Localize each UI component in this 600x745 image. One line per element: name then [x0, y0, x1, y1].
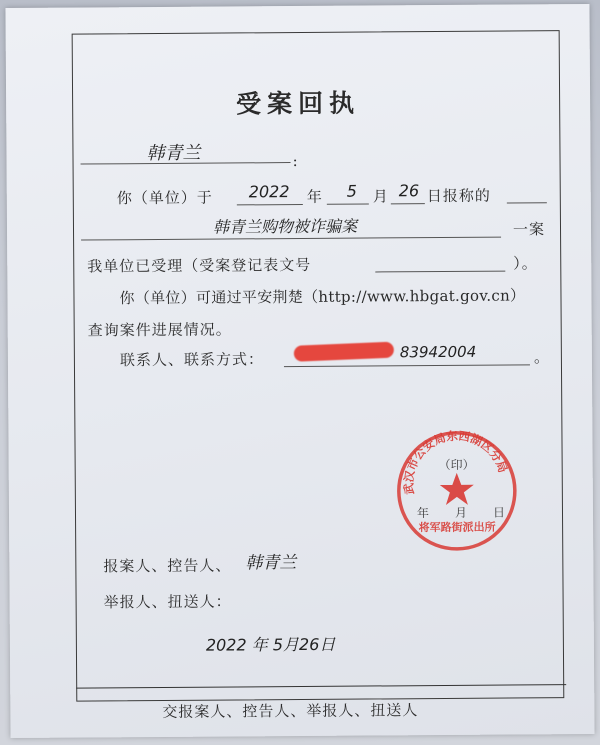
- document-title: 受案回执: [236, 88, 361, 119]
- month-unit: 月: [372, 187, 389, 206]
- seal-center: （印）: [438, 457, 475, 473]
- report-year: 2022: [248, 182, 290, 202]
- line3-text: 我单位已受理（受案登记表文号: [87, 255, 312, 276]
- footer-text: 交报案人、控告人、举报人、扭送人: [162, 701, 419, 721]
- seal-year: 年: [416, 506, 430, 521]
- sign-date: 2022 年 5月26日: [205, 634, 336, 655]
- line5-text: 查询案件进展情况。: [87, 320, 232, 340]
- line3-end: ）。: [513, 254, 538, 273]
- line4-text: 你（单位）可通过平安荆楚（http://www.hbgat.gov.cn）: [119, 286, 526, 308]
- seal-month: 月: [454, 505, 468, 520]
- recipient-colon: :: [292, 152, 299, 171]
- line1-suffix: 日报称的: [426, 186, 491, 206]
- contact-phone: 83942004: [399, 342, 477, 362]
- year-unit: 年: [306, 187, 323, 206]
- seal-day: 日: [492, 505, 506, 520]
- document-paper: [5, 4, 594, 738]
- seal-bottom-text: 将军路街派出所: [418, 520, 496, 535]
- reporter-label: 报案人、控告人、: [103, 556, 232, 576]
- case-suffix: 一案: [512, 220, 546, 239]
- seal-arc-text: 武汉市公安局东西湖区分局: [401, 428, 511, 496]
- reporter-name: 韩青兰: [245, 553, 297, 574]
- official-seal: [392, 426, 521, 555]
- informant-label: 举报人、扭送人：: [103, 592, 232, 612]
- contact-label: 联系人、联系方式：: [119, 350, 264, 370]
- case-name: 韩青兰购物被诈骗案: [212, 216, 358, 237]
- seal-star-icon: [440, 473, 474, 505]
- contact-period: 。: [533, 348, 550, 367]
- recipient-name: 韩青兰: [146, 142, 201, 165]
- report-month: 5: [346, 181, 357, 201]
- report-day: 26: [398, 181, 420, 201]
- line1-prefix: 你（单位）于: [116, 188, 213, 208]
